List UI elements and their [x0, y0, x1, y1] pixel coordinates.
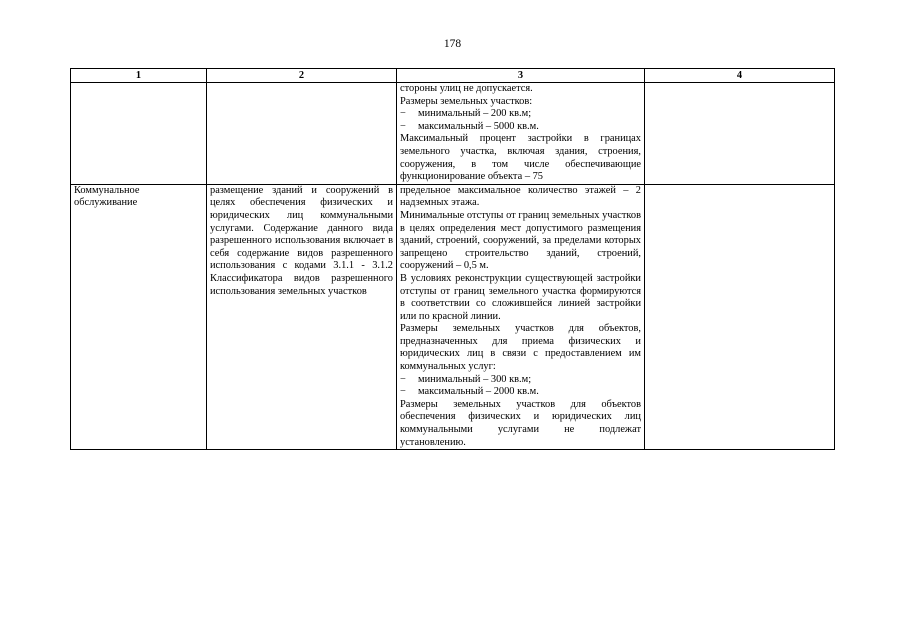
page-number: 178: [443, 38, 462, 50]
row1-col3: [397, 83, 645, 185]
row1-col3-p2: Размеры земельных участков:: [400, 95, 533, 107]
row2-col3-dash1: − минимальный – 300 кв.м;: [400, 373, 532, 385]
row1-col1: [71, 83, 207, 185]
header-cell-1: 1: [71, 69, 207, 83]
row1-col3-p1: стороны улиц не допускается.: [400, 83, 533, 94]
row2-col3-p1: предельное максимальное количество этажей – 2 надземных этажа.: [400, 184, 641, 209]
header-cell-3: 3: [397, 69, 645, 83]
regulations-table: [70, 68, 835, 450]
row1-col3-dash1: − минимальный – 200 кв.м;: [400, 108, 532, 120]
header-cell-2: 2: [207, 69, 397, 83]
row2-col3-p4: Размеры земельных участков для объектов, предназначенных для приема физических и юридических лиц в связи с предоставлением им коммунальных услуг:: [400, 323, 641, 373]
row1-col3-p3: Максимальный процент застройки в границах земельного участка, включая здания, строения, сооружения, в том числе обеспечивающие функционирование объекта – 75: [400, 133, 641, 183]
row2-col4: [645, 184, 835, 449]
row2-col3: [397, 184, 645, 449]
row2-col3-p2: Минимальные отступы от границ земельных участков в целях определения мест допустимого размещения зданий, строений, сооружений, за пределами которых запрещено строительство зданий, строений, сооружений – 0,5 м.: [400, 209, 641, 272]
row1-col4: [645, 83, 835, 185]
table-row: [71, 83, 835, 185]
row2-col3-p5: Размеры земельных участков для объектов обеспечения физических и юридических лиц коммунальными услугами не подлежат установлению.: [400, 398, 641, 448]
header-cell-4: 4: [645, 69, 835, 83]
table-header-row: [71, 69, 835, 83]
row2-col2: размещение зданий и сооружений в целях обеспечения физических и юридических лиц коммунальными услугами. Содержание данного вида разрешенного использования включает в себя содержание видов разрешенного использования с кодами 3.1.1 - 3.1.2 Классификатора видов разрешенного использования земельных участков: [207, 184, 397, 449]
row1-col2: [207, 83, 397, 185]
row1-col3-dash2: − максимальный – 5000 кв.м.: [400, 120, 539, 132]
table-row: [71, 184, 835, 449]
row2-col3-p3: В условиях реконструкции существующей застройки отступы от границ земельного участка формируются в соответствии со сложившейся линией застройки или по красной линии.: [400, 272, 641, 322]
row2-col1: Коммунальное обслуживание: [71, 184, 207, 449]
row2-col3-dash2: − максимальный – 2000 кв.м.: [400, 386, 539, 398]
